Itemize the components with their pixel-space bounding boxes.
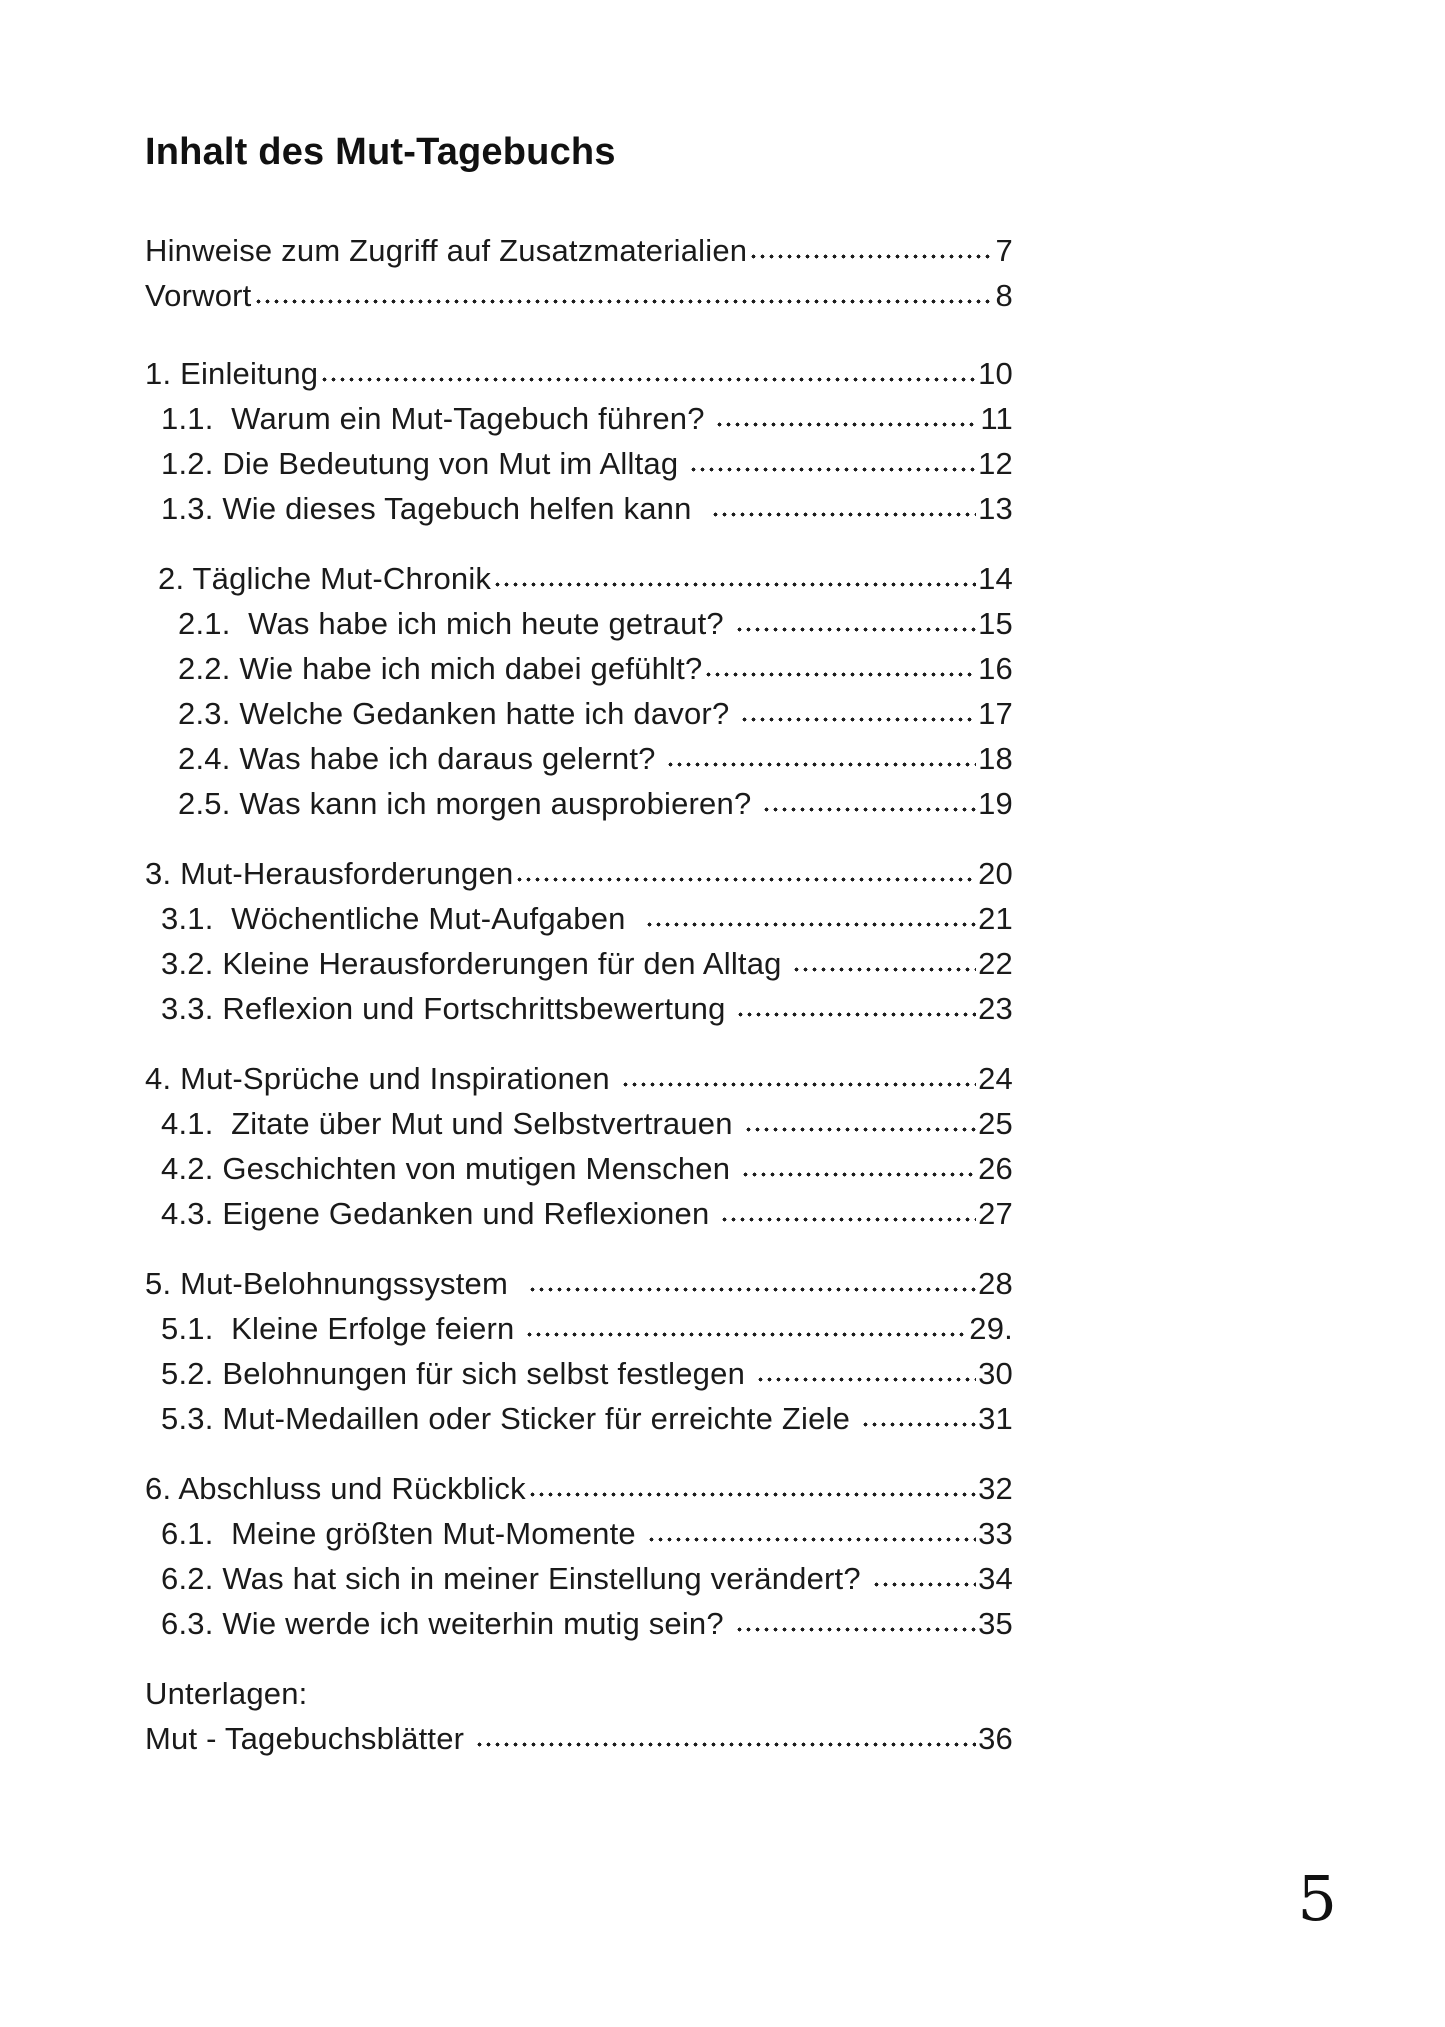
dot-leader <box>711 486 976 531</box>
entry-page: 23 <box>978 991 1013 1026</box>
entry-page: 16 <box>978 651 1013 686</box>
dot-leader <box>744 1101 977 1146</box>
entry-label: Unterlagen: <box>145 1676 308 1711</box>
entry-page: 32 <box>978 1471 1013 1506</box>
dot-leader <box>647 1511 976 1556</box>
toc-footer-heading <box>145 1671 1013 1716</box>
dot-leader <box>689 441 976 486</box>
toc-entry <box>161 1556 1013 1601</box>
toc-content <box>145 0 1013 1761</box>
toc-entry <box>161 1351 1013 1396</box>
entry-page: 28 <box>978 1266 1013 1301</box>
toc-entry <box>178 691 1013 736</box>
entry-page: 8 <box>995 278 1013 313</box>
toc-entry <box>161 1511 1013 1556</box>
entry-label: 6. Abschluss und Rückblick <box>145 1471 526 1506</box>
entry-page: 25 <box>978 1106 1013 1141</box>
toc-entry <box>161 1601 1013 1646</box>
entry-page: 29. <box>969 1311 1013 1346</box>
toc-section-heading <box>145 351 1013 396</box>
entry-page: 18 <box>978 741 1013 776</box>
entry-page: 26 <box>978 1151 1013 1186</box>
entry-page: 13 <box>978 491 1013 526</box>
dot-leader <box>645 896 976 941</box>
entry-label: 4.1. Zitate über Mut und Selbstvertrauen <box>161 1106 742 1141</box>
entry-label: 3.2. Kleine Herausforderungen für den Alltag <box>161 946 791 981</box>
toc-section-heading <box>158 556 1013 601</box>
toc-section-2 <box>145 556 1013 826</box>
dot-leader <box>740 691 976 736</box>
dot-leader <box>525 1306 967 1351</box>
dot-leader <box>666 736 976 781</box>
toc-entry <box>178 781 1013 826</box>
entry-page: 30 <box>978 1356 1013 1391</box>
toc-section-5 <box>145 1261 1013 1441</box>
dot-leader <box>749 228 993 273</box>
toc-entry <box>161 896 1013 941</box>
dot-leader <box>704 646 976 691</box>
dot-leader <box>320 351 976 396</box>
dot-leader <box>792 941 976 986</box>
entry-label: 5.3. Mut-Medaillen oder Sticker für erreichte Ziele <box>161 1401 859 1436</box>
entry-label: 6.3. Wie werde ich weiterhin mutig sein? <box>161 1606 733 1641</box>
entry-label: 4.3. Eigene Gedanken und Reflexionen <box>161 1196 719 1231</box>
entry-label: 3. Mut-Herausforderungen <box>145 856 514 891</box>
entry-label: 2. Tägliche Mut-Chronik <box>158 561 492 596</box>
dot-leader <box>528 1261 976 1306</box>
dot-leader <box>762 781 976 826</box>
entry-page: 31 <box>978 1401 1013 1436</box>
entry-page: 19 <box>978 786 1013 821</box>
dot-leader <box>715 396 978 441</box>
entry-label: 5. Mut-Belohnungssystem <box>145 1266 526 1301</box>
entry-label: 2.2. Wie habe ich mich dabei gefühlt? <box>178 651 703 686</box>
entry-label: 6.1. Meine größten Mut-Momente <box>161 1516 645 1551</box>
dot-leader <box>515 851 976 896</box>
dot-leader <box>528 1466 976 1511</box>
toc-section-heading <box>145 1466 1013 1511</box>
toc-entry <box>178 736 1013 781</box>
toc-section-heading <box>145 851 1013 896</box>
dot-leader <box>493 556 976 601</box>
dot-leader <box>735 1601 976 1646</box>
toc-entry <box>161 1396 1013 1441</box>
entry-page: 7 <box>995 233 1013 268</box>
toc-entry <box>161 396 1013 441</box>
entry-label: 4.2. Geschichten von mutigen Menschen <box>161 1151 739 1186</box>
entry-label: 3.3. Reflexion und Fortschrittsbewertung <box>161 991 735 1026</box>
entry-label: 3.1. Wöchentliche Mut-Aufgaben <box>161 901 644 936</box>
page-number: 5 <box>1297 1862 1337 1935</box>
dot-leader <box>735 601 976 646</box>
entry-label: 1.3. Wie dieses Tagebuch helfen kann <box>161 491 710 526</box>
toc-footer <box>145 1671 1013 1761</box>
entry-page: 36 <box>978 1721 1013 1756</box>
entry-label: 4. Mut-Sprüche und Inspirationen <box>145 1061 619 1096</box>
entry-page: 10 <box>978 356 1013 391</box>
entry-label: 5.2. Belohnungen für sich selbst festlegen <box>161 1356 754 1391</box>
entry-page: 11 <box>980 401 1013 436</box>
entry-page: 22 <box>978 946 1013 981</box>
entry-page: 15 <box>978 606 1013 641</box>
entry-page: 33 <box>978 1516 1013 1551</box>
toc-entry <box>145 1716 1013 1761</box>
entry-label: 1. Einleitung <box>145 356 319 391</box>
toc-entry <box>161 486 1013 531</box>
dot-leader <box>621 1056 977 1101</box>
dot-leader <box>872 1556 976 1601</box>
entry-page: 24 <box>978 1061 1013 1096</box>
entry-page: 27 <box>978 1196 1013 1231</box>
dot-leader <box>741 1146 976 1191</box>
entry-page: 20 <box>978 856 1013 891</box>
toc-entry <box>161 1306 1013 1351</box>
entry-label: Hinweise zum Zugriff auf Zusatzmaterialien <box>145 233 748 268</box>
toc-section-6 <box>145 1466 1013 1646</box>
toc-entry <box>161 1146 1013 1191</box>
entry-label: Vorwort <box>145 278 252 313</box>
entry-page: 17 <box>978 696 1013 731</box>
toc-section-4 <box>145 1056 1013 1236</box>
entry-label: 1.2. Die Bedeutung von Mut im Alltag <box>161 446 688 481</box>
entry-label: 2.1. Was habe ich mich heute getraut? <box>178 606 733 641</box>
dot-leader <box>254 273 994 318</box>
toc-section-heading <box>145 1056 1013 1101</box>
toc-front-matter <box>145 228 1013 318</box>
page-title: Inhalt des Mut-Tagebuchs <box>145 131 616 173</box>
entry-label: 1.1. Warum ein Mut-Tagebuch führen? <box>161 401 714 436</box>
entry-label: 2.5. Was kann ich morgen ausprobieren? <box>178 786 761 821</box>
toc-entry <box>161 941 1013 986</box>
entry-label: Mut - Tagebuchsblätter <box>145 1721 473 1756</box>
dot-leader <box>720 1191 976 1236</box>
toc-entry <box>145 228 1013 273</box>
entry-label: 6.2. Was hat sich in meiner Einstellung verändert? <box>161 1561 870 1596</box>
entry-page: 12 <box>978 446 1013 481</box>
dot-leader <box>861 1396 976 1441</box>
toc-entry <box>161 441 1013 486</box>
toc-section-heading <box>145 1261 1013 1306</box>
entry-page: 34 <box>978 1561 1013 1596</box>
toc-entry <box>161 986 1013 1031</box>
entry-label: 2.4. Was habe ich daraus gelernt? <box>178 741 665 776</box>
toc-entry <box>145 273 1013 318</box>
toc-section-1 <box>145 351 1013 531</box>
toc-entry <box>178 646 1013 691</box>
toc-entry <box>161 1101 1013 1146</box>
toc-section-3 <box>145 851 1013 1031</box>
entry-page: 14 <box>978 561 1013 596</box>
entry-page: 21 <box>978 901 1013 936</box>
dot-leader <box>736 986 976 1031</box>
dot-leader <box>475 1716 976 1761</box>
entry-page: 35 <box>978 1606 1013 1641</box>
entry-label: 5.1. Kleine Erfolge feiern <box>161 1311 524 1346</box>
toc-entry <box>178 601 1013 646</box>
entry-label: 2.3. Welche Gedanken hatte ich davor? <box>178 696 739 731</box>
toc-entry <box>161 1191 1013 1236</box>
dot-leader <box>756 1351 976 1396</box>
